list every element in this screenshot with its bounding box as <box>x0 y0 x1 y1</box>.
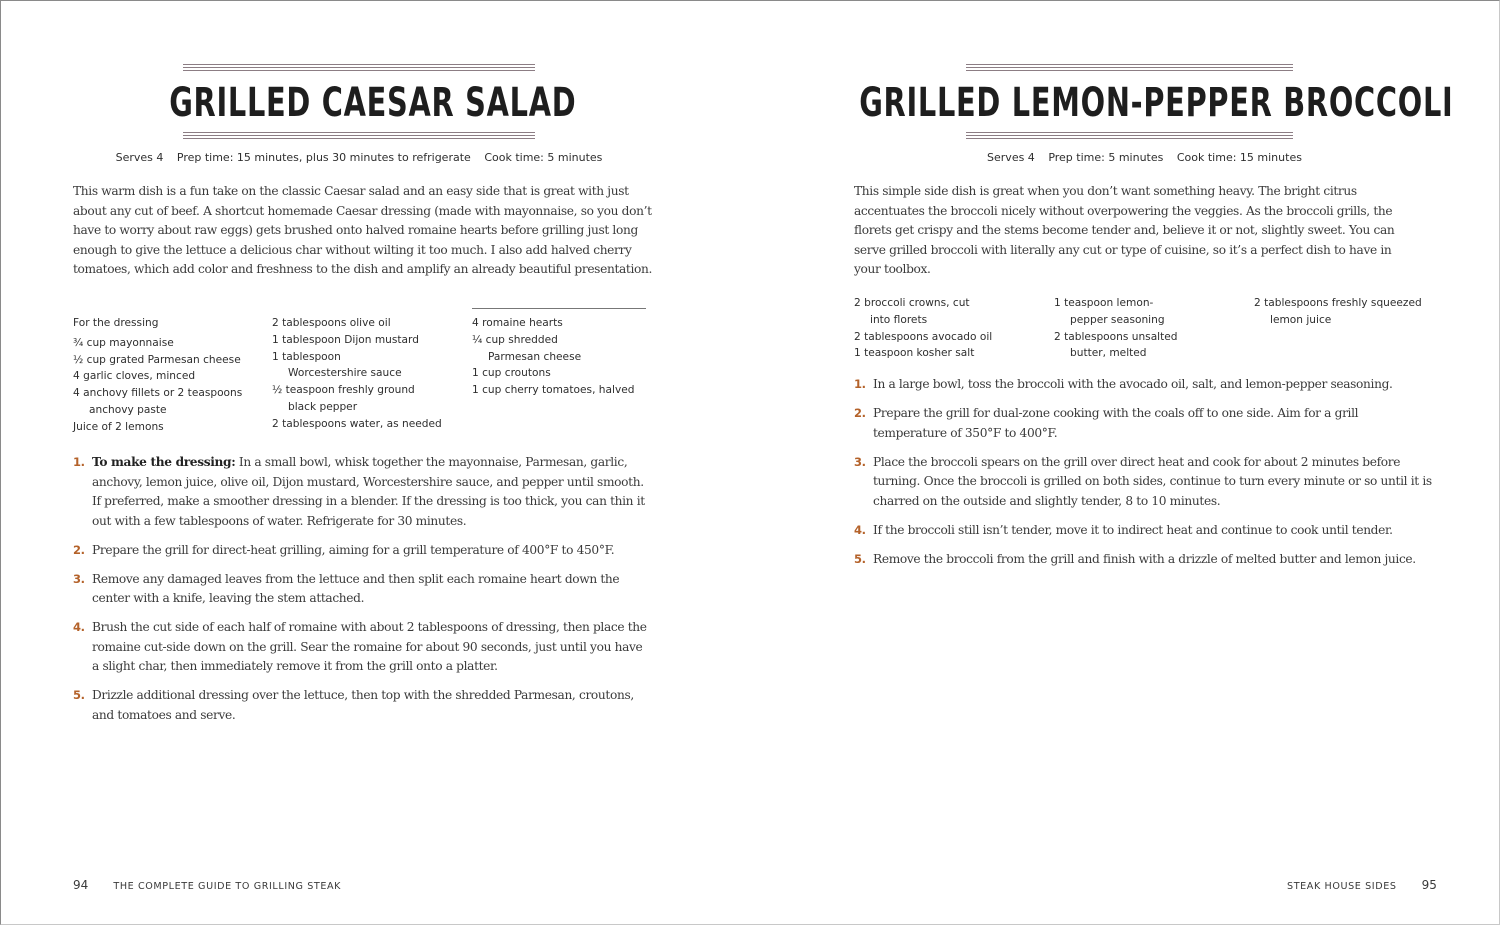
ingredient: 4 anchovy fillets or 2 teaspoons <box>73 387 243 400</box>
ingredients-col-1 <box>854 295 992 362</box>
ingredient: 1 cup cherry tomatoes, halved <box>472 384 635 397</box>
step-number: 4. <box>73 620 85 634</box>
ingredient: 1 tablespoon Dijon mustard <box>272 333 419 346</box>
ingredient: ¾ cup mayonnaise <box>73 336 174 349</box>
cook-time: Cook time: 5 minutes <box>484 151 603 164</box>
recipe-meta <box>0 151 718 164</box>
ingredient: 2 tablespoons avocado oil <box>854 330 993 343</box>
recipe-meta <box>750 151 1500 164</box>
step <box>73 686 648 725</box>
step <box>854 453 1434 512</box>
step <box>854 404 1434 443</box>
running-head: STEAK HOUSE SIDES <box>1287 881 1397 892</box>
title-rule-top <box>966 64 1293 71</box>
step-number: 2. <box>73 542 85 557</box>
footer-right <box>1287 874 1437 893</box>
steps-list <box>854 375 1434 579</box>
ingredient: butter, melted <box>1070 347 1147 360</box>
step <box>854 521 1434 541</box>
intro-paragraph: This simple side dish is great when you don’t want something heavy. The bright citrus accentuates the broccoli nicely without overpowering the veggies. As the broccoli grills, the florets get crispy and the stems become tender and, believe it or not, slightly sweet. You can serve grilled broccoli with literally any cut or type of cuisine, so it’s a perfect dish to have in your toolbox. <box>854 184 1395 276</box>
cook-time: Cook time: 15 minutes <box>1176 151 1302 164</box>
ingredient: 4 romaine hearts <box>472 317 563 329</box>
step-text: Remove the broccoli from the grill and finish with a drizzle of melted butter and lemon juice. <box>873 551 1416 566</box>
ingredient: 4 garlic cloves, minced <box>73 370 196 383</box>
step-lead: To make the dressing: <box>92 455 236 469</box>
step <box>73 541 648 561</box>
page-number: 95 <box>1421 878 1437 892</box>
step-text: In a small bowl, whisk together the mayonnaise, Parmesan, garlic, anchovy, lemon juice, olive oil, Dijon mustard, Worcestershire sauce, and pepper until smooth. If preferred, make a smoother dressing in a blender. If the dressing is too thick, you can thin it out with a few tablespoons of water. Refrigerate for 30 minutes. <box>92 455 645 528</box>
ingredient: Juice of 2 lemons <box>73 420 164 433</box>
recipe-title: GRILLED CAESAR SALAD <box>169 80 577 126</box>
step-text: Prepare the grill for direct-heat grilling, aiming for a grill temperature of 400°F to 450°F. <box>92 542 615 557</box>
ingredient: into florets <box>870 313 928 326</box>
step <box>73 453 648 531</box>
ingredient: 2 broccoli crowns, cut <box>854 297 970 309</box>
ingredients-col-3 <box>1254 295 1422 329</box>
step-number: 2. <box>854 406 866 420</box>
prep-time: Prep time: 5 minutes <box>1048 151 1164 164</box>
intro-paragraph: This warm dish is a fun take on the classic Caesar salad and an easy side that is great with just about any cut of beef. A shortcut homemade Caesar dressing (made with mayonnaise, so you don’t have to worry about raw eggs) gets brushed onto halved romaine hearts before grilling just long enough to give the lettuce a delicious char without wilting it too much. I also add halved cherry tomatoes, which add color and freshness to the dish and amplify an already beautiful presentation. <box>73 184 653 276</box>
step-number: 3. <box>854 454 866 469</box>
step <box>73 570 648 609</box>
ingredients-col-1 <box>73 315 242 436</box>
ingredient: 2 tablespoons unsalted <box>1054 330 1178 343</box>
step-text: Prepare the grill for dual-zone cooking with the coals off to one side. Aim for a grill temperature of 350°F to 400°F. <box>873 406 1359 440</box>
step <box>854 550 1434 570</box>
ingredient: 1 cup croutons <box>472 367 551 380</box>
ingredient: lemon juice <box>1270 313 1332 326</box>
step-number: 1. <box>854 377 866 391</box>
step-text: Remove any damaged leaves from the lettuce and then split each romaine heart down the center with a knife, leaving the stem attached. <box>92 571 620 605</box>
ingredient: ½ teaspoon freshly ground <box>272 384 415 397</box>
step <box>73 618 648 677</box>
ingredients-col-2 <box>272 315 442 433</box>
recipe-title: GRILLED LEMON-PEPPER BROCCOLI <box>859 80 1454 126</box>
ingredient-divider <box>472 308 646 309</box>
step-text: Drizzle additional dressing over the lettuce, then top with the shredded Parmesan, croutons, and tomatoes and serve. <box>92 688 634 722</box>
ingredient: 1 teaspoon lemon- <box>1054 297 1154 309</box>
step-text: Place the broccoli spears on the grill over direct heat and cook for about 2 minutes before turning. Once the broccoli is grilled on both sides, continue to turn every minute or so until it is charred on the outside and slightly tender, 8 to 10 minutes. <box>873 454 1432 508</box>
serves: Serves 4 <box>115 151 164 164</box>
page-number: 94 <box>73 878 89 892</box>
ingredient-subheading: For the dressing <box>73 317 159 329</box>
ingredient: pepper seasoning <box>1070 313 1165 326</box>
ingredient: black pepper <box>288 400 358 413</box>
ingredients-col-3 <box>472 315 634 399</box>
ingredient: 1 tablespoon <box>272 350 341 363</box>
step-number: 4. <box>854 522 866 537</box>
steps-list <box>73 453 648 735</box>
ingredient: 1 teaspoon kosher salt <box>854 347 975 360</box>
right-page <box>750 0 1500 925</box>
serves: Serves 4 <box>987 151 1035 164</box>
ingredient: 2 tablespoons freshly squeezed <box>1254 297 1422 309</box>
title-rule-bottom <box>183 132 535 139</box>
ingredient: Parmesan cheese <box>488 350 582 363</box>
footer-left <box>73 874 341 893</box>
step-number: 5. <box>854 551 866 566</box>
ingredient: 2 tablespoons water, as needed <box>272 417 442 430</box>
prep-time: Prep time: 15 minutes, plus 30 minutes to refrigerate <box>176 151 471 164</box>
title-rule-bottom <box>966 132 1293 139</box>
step-number: 1. <box>73 455 85 469</box>
running-head: THE COMPLETE GUIDE TO GRILLING STEAK <box>113 881 342 892</box>
ingredient: anchovy paste <box>89 403 167 416</box>
step-text: Brush the cut side of each half of romaine with about 2 tablespoons of dressing, then place the romaine cut-side down on the grill. Sear the romaine for about 90 seconds, just until you have a slight char, then immediately remove it from the grill onto a platter. <box>92 620 647 673</box>
ingredient: ¼ cup shredded <box>472 333 558 346</box>
step <box>854 375 1434 395</box>
ingredient: Worcestershire sauce <box>288 367 402 380</box>
ingredient: 2 tablespoons olive oil <box>272 317 391 329</box>
step-text: In a large bowl, toss the broccoli with the avocado oil, salt, and lemon-pepper seasoning. <box>873 377 1393 391</box>
ingredient: ½ cup grated Parmesan cheese <box>73 353 241 366</box>
ingredients-col-2 <box>1054 295 1178 362</box>
step-text: If the broccoli still isn’t tender, move it to indirect heat and continue to cook until tender. <box>873 522 1393 537</box>
step-number: 3. <box>73 571 85 586</box>
title-rule-top <box>183 64 535 71</box>
step-number: 5. <box>73 688 85 702</box>
